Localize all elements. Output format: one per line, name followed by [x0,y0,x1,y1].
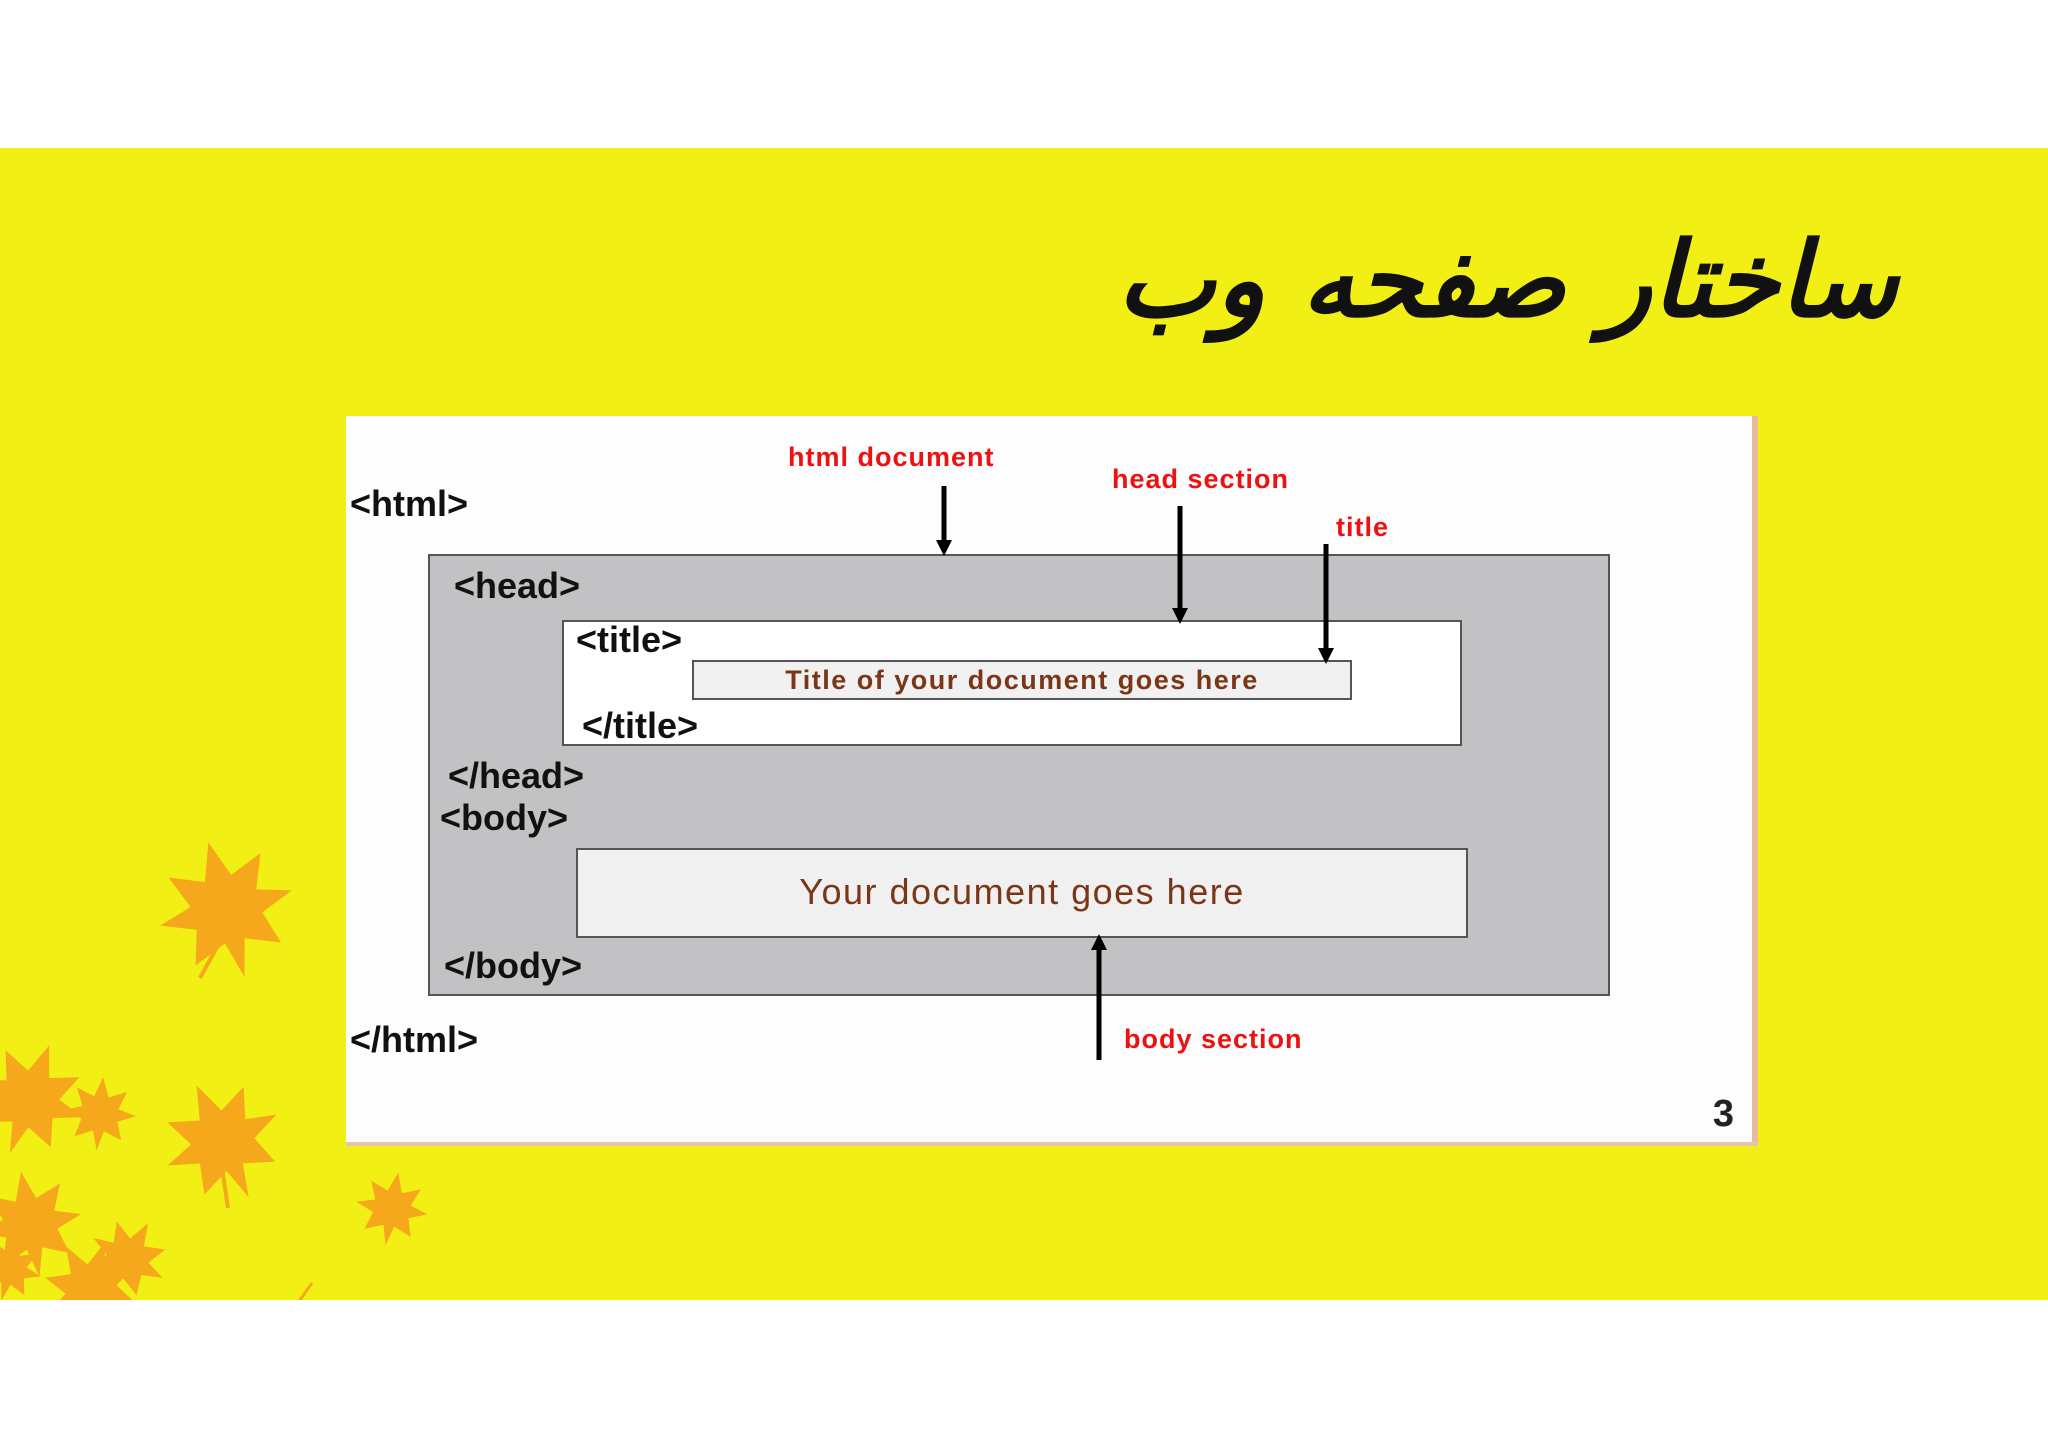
title-content-box: Title of your document goes here [692,660,1352,700]
callout-html-document: html document [788,442,995,472]
page-number: 3 [1712,1093,1734,1135]
slide-title: ساختار صفحه وب [1117,218,1898,341]
html-structure-diagram [346,416,1758,1146]
slide [0,148,2048,1300]
callout-title: title [1336,512,1390,542]
tag-body-close: </body> [444,945,583,986]
tag-head-close: </head> [448,755,585,796]
tag-head-open: <head> [454,565,581,606]
callout-body-section: body section [1124,1024,1303,1054]
tag-html-open: <html> [350,483,469,524]
tag-html-close: </html> [350,1019,479,1060]
callout-head-section: head section [1112,464,1290,494]
tag-title-open: <title> [576,619,683,660]
tag-title-close: </title> [582,705,699,746]
diagram-arrows [346,416,1758,1146]
body-content-box: Your document goes here [576,848,1468,938]
tag-body-open: <body> [440,797,569,838]
